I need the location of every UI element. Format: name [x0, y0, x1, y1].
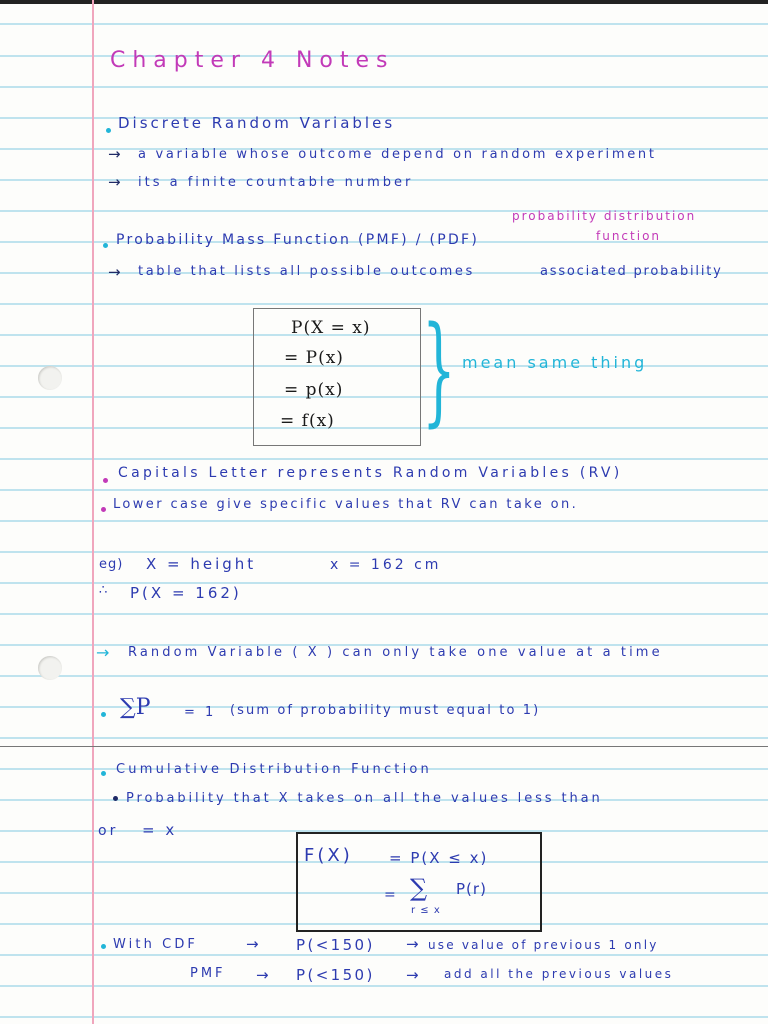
arrow-icon: →: [96, 643, 113, 662]
note-line: its a finite countable number: [138, 175, 414, 190]
arrow-icon: →: [108, 145, 124, 163]
example-probability: P(X = 162): [130, 584, 242, 602]
fold-line: [0, 746, 768, 747]
therefore-icon: ∴: [99, 583, 111, 598]
heading-pmf: Probability Mass Function (PMF) / (PDF): [116, 232, 480, 248]
compare-expression: P(<150): [296, 966, 375, 984]
note-line: add all the previous values: [444, 967, 674, 981]
note-line: Random Variable ( X ) can only take one value at a time: [128, 645, 663, 660]
bullet: [113, 796, 118, 801]
bullet: [101, 712, 106, 717]
note-line: Capitals Letter represents Random Variables (RV): [118, 465, 623, 481]
formula-line: = f(x): [280, 411, 335, 431]
note-line: Lower case give specific values that RV can take on.: [113, 497, 579, 512]
formula-line: P(X = x): [291, 318, 371, 338]
cdf-sum-term: P(r): [456, 880, 487, 898]
margin-line: [92, 0, 94, 1024]
note-line: = x: [142, 821, 178, 839]
arrow-icon: →: [108, 263, 124, 281]
formula-line: = P(x): [284, 348, 344, 368]
compare-expression: P(<150): [296, 936, 375, 954]
note-line: use value of previous 1 only: [428, 938, 659, 952]
note-line: (sum of probability must equal to 1): [230, 703, 541, 718]
arrow-icon: →: [406, 935, 422, 953]
formula-line: = p(x): [284, 380, 344, 400]
bullet: [101, 507, 106, 512]
cdf-equals: =: [384, 887, 399, 903]
sigma-symbol: ∑P: [120, 695, 151, 720]
bullet: [101, 771, 106, 776]
sum-equals: = 1: [184, 705, 217, 720]
note-line: a variable whose outcome depend on random experiment: [138, 147, 657, 162]
arrow-icon: →: [246, 935, 262, 953]
note-line: Probability that X takes on all the values less than: [126, 791, 603, 806]
annotation-function: function: [596, 229, 662, 243]
sigma-symbol: ∑: [410, 874, 428, 902]
arrow-icon: →: [406, 966, 422, 984]
scan-edge: [0, 0, 768, 4]
bullet: [106, 128, 111, 133]
cdf-sum-index: r ≤ x: [411, 905, 441, 916]
annotation-pdf: probability distribution: [512, 209, 697, 223]
compare-label: PMF: [190, 966, 226, 981]
arrow-icon: →: [108, 173, 124, 191]
bullet: [103, 243, 108, 248]
note-line: or: [98, 823, 119, 839]
arrow-icon: →: [256, 966, 272, 984]
example-variable: X = height: [146, 555, 257, 573]
compare-label: With CDF: [113, 937, 199, 952]
heading-discrete-rv: Discrete Random Variables: [118, 114, 396, 132]
cdf-rhs: = P(X ≤ x): [389, 849, 489, 867]
note-line: associated probability: [540, 264, 723, 279]
right-brace-icon: }: [422, 300, 456, 438]
bullet: [101, 944, 106, 949]
page-title: Chapter 4 Notes: [110, 48, 395, 73]
example-label: eg): [99, 557, 124, 572]
heading-cdf: Cumulative Distribution Function: [116, 762, 432, 777]
note-line: table that lists all possible outcomes: [138, 264, 475, 279]
side-note: mean same thing: [462, 353, 648, 372]
punch-hole: [38, 656, 62, 680]
bullet: [103, 478, 108, 483]
example-value: x = 162 cm: [330, 557, 442, 573]
cdf-lhs: F(X): [304, 845, 353, 866]
punch-hole: [38, 366, 62, 390]
